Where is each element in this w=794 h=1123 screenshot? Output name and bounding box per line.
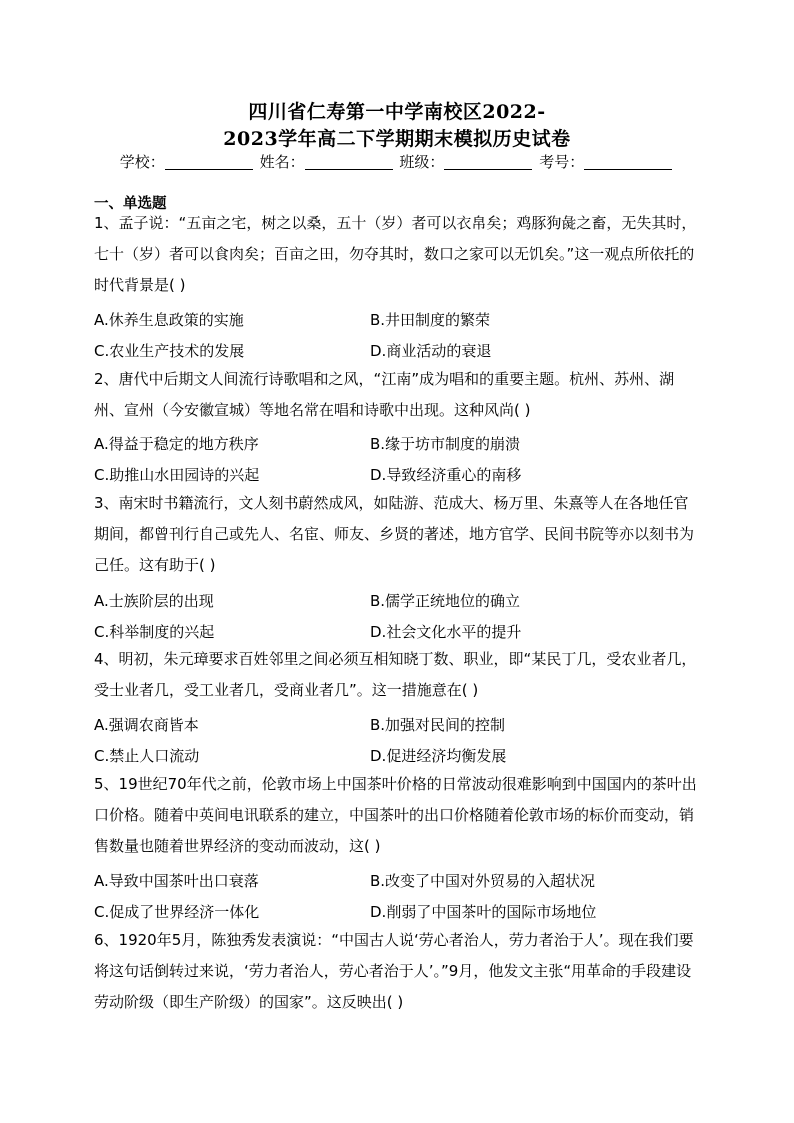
question-5-option-d[interactable]: D.削弱了中国茶叶的国际市场地位 [370,903,597,921]
question-3-text: 3、南宋时书籍流行，文人刻书蔚然成风，如陆游、范成大、杨万里、朱熹等人在各地任官期间，都曾刊行自己或先人、名宦、师友、乡贤的著述，地方官学、民间书院等亦以刻书为己任。这有助于( ) [94,494,695,574]
question-6-text: 6、1920年5月，陈独秀发表演说：“中国古人说‘劳心者治人，劳力者治于人’。现在我们要将这句话倒转过来说，‘劳力者治人，劳心者治于人’。”9月，他发文主张“用革命的手段建设劳动阶级（即生产阶级）的国家”。这反映出( ) [94,931,694,1011]
question-2-option-b[interactable]: B.缘于坊市制度的崩溃 [370,435,521,453]
question-3-option-c[interactable]: C.科举制度的兴起 [94,623,215,641]
question-4-option-d[interactable]: D.促进经济均衡发展 [370,747,507,765]
question-1-option-a[interactable]: A.休养生息政策的实施 [94,311,244,329]
question-1-text: 1、孟子说：“五亩之宅，树之以桑，五十（岁）者可以衣帛矣；鸡豚狗彘之畜，无失其时，七十（岁）者可以食肉矣；百亩之田，勿夺其时，数口之家可以无饥矣。”这一观点所依托的时代背景是( ) [94,214,697,294]
exam-number-blank[interactable] [584,154,672,170]
school-blank[interactable] [165,154,253,170]
question-5-option-c[interactable]: C.促成了世界经济一体化 [94,903,260,921]
exam-title-line1: 四川省仁寿第一中学南校区2022- [248,101,546,123]
student-info-row [0,151,794,172]
question-1-option-c[interactable]: C.农业生产技术的发展 [94,342,245,360]
question-4-option-c[interactable]: C.禁止人口流动 [94,747,200,765]
question-4-text: 4、明初，朱元璋要求百姓邻里之间必须互相知晓丁数、职业，即“某民丁几，受农业者几，受士业者几，受工业者几，受商业者几”。这一措施意在( ) [94,650,697,699]
exam-title-line2: 2023学年高二下学期期末模拟历史试卷 [223,128,571,150]
exam-number-label: 考号： [539,153,585,171]
question-2-option-a[interactable]: A.得益于稳定的地方秩序 [94,435,259,453]
question-2-text: 2、唐代中后期文人间流行诗歌唱和之风，“江南”成为唱和的重要主题。杭州、苏州、湖州、宣州（今安徽宣城）等地名常在唱和诗歌中出现。这种风尚( ) [94,370,675,419]
question-1-option-b[interactable]: B.井田制度的繁荣 [370,311,491,329]
question-5-option-a[interactable]: A.导致中国茶叶出口衰落 [94,872,259,890]
question-3-option-d[interactable]: D.社会文化水平的提升 [370,623,522,641]
class-blank[interactable] [444,154,532,170]
name-label: 姓名： [259,153,305,171]
question-5-text: 5、19世纪70年代之前，伦敦市场上中国茶叶价格的日常波动很难影响到中国国内的茶叶出口价格。随着中英间电讯联系的建立，中国茶叶的出口价格随着伦敦市场的标价而变动，销售数量也随着世界经济的变动而波动，这( ) [94,775,697,855]
school-label: 学校： [119,153,165,171]
name-blank[interactable] [305,154,393,170]
question-4-option-a[interactable]: A.强调农商皆本 [94,716,199,734]
question-3-option-a[interactable]: A.士族阶层的出现 [94,592,214,610]
question-5-option-b[interactable]: B.改变了中国对外贸易的入超状况 [370,872,596,890]
question-1-option-d[interactable]: D.商业活动的衰退 [370,342,492,360]
class-label: 班级： [399,153,445,171]
question-3-option-b[interactable]: B.儒学正统地位的确立 [370,592,521,610]
question-4-option-b[interactable]: B.加强对民间的控制 [370,716,506,734]
section-title: 一、单选题 [94,196,167,212]
question-2-option-d[interactable]: D.导致经济重心的南移 [370,466,522,484]
question-2-option-c[interactable]: C.助推山水田园诗的兴起 [94,466,260,484]
